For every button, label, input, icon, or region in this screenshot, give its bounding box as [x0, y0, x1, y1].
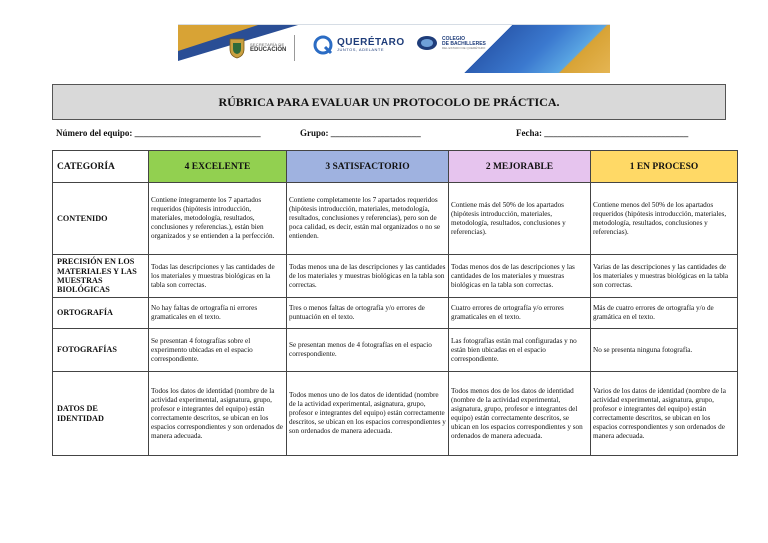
team-number-field[interactable]: Número del equipo: ____________________________ [56, 128, 261, 138]
rubric-cell: Todos los datos de identidad (nombre de la actividad experimental, asignatura, grupo, profesor e integrantes del equipo) están correctamente descritos, se ubican en los espacios correspondientes y son ordenados de manera adecuada. [149, 372, 287, 456]
rubric-cell: Todas menos dos de las descripciones y las cantidades de los materiales y muestras biológicas en la tabla son correctas. [449, 255, 591, 298]
rubric-cell: Contiene completamente los 7 apartados requeridos (hipótesis introducción, materiales, metodología, resultados, conclusiones y referencias), pero son de poca calidad, es decir, están mal organizados o no se entienden. [287, 183, 449, 255]
state-name: QUERÉTARO [337, 37, 405, 48]
rubric-cell: Las fotografías están mal configuradas y no están bien ubicadas en el espacio correspondiente. [449, 329, 591, 372]
rubric-cell: Tres o menos faltas de ortografía y/o errores de puntuación en el texto. [287, 298, 449, 329]
table-row [53, 372, 738, 456]
header-excelente: 4 EXCELENTE [149, 151, 287, 183]
table-row [53, 298, 738, 329]
rubric-cell: Todos menos uno de los datos de identidad (nombre de la actividad experimental, asignatura, grupo, profesor e integrantes del equipo) están correctamente descritos, se ubican en los espacios correspondientes y son ordenados de manera adecuada. [287, 372, 449, 456]
rubric-cell: Más de cuatro errores de ortografía y/o de gramática en el texto. [591, 298, 738, 329]
rubric-table [52, 150, 738, 456]
rubric-cell: Varios de los datos de identidad (nombre de la actividad experimental, asignatura, grupo, profesor e integrantes del equipo) están correctamente descritos, se ubican en los espacios correspondientes y son ordenados de manera adecuada. [591, 372, 738, 456]
category-cell: CONTENIDO [53, 183, 149, 255]
date-field[interactable]: Fecha: ________________________________ [516, 128, 689, 138]
rubric-cell: Todos menos dos de los datos de identidad (nombre de la actividad experimental, asignatura, grupo, profesor e integrantes del equipo) están correctamente descritos, se ubican en los espacios correspondientes y son ordenados de manera adecuada. [449, 372, 591, 456]
rubric-cell: No hay faltas de ortografía ni errores gramaticales en el texto. [149, 298, 287, 329]
queretaro-q-icon [313, 35, 333, 55]
edu-big-label: EDUCACIÓN [250, 47, 287, 53]
college-line-1: COLEGIO [442, 35, 466, 42]
table-row [53, 329, 738, 372]
college-line-2: DE BACHILLERES [442, 40, 486, 47]
rubric-cell: Se presentan menos de 4 fotografías en el espacio correspondiente. [287, 329, 449, 372]
state-slogan: JUNTOS, ADELANTE [337, 47, 385, 52]
rubric-cell: Todas menos una de las descripciones y las cantidades de los materiales y muestras biológicas en la tabla son correctas. [287, 255, 449, 298]
category-cell: DATOS DE IDENTIDAD [53, 372, 149, 456]
rubric-cell: Contiene más del 50% de los apartados (hipótesis introducción, materiales, metodología, resultados, conclusiones y referencias). [449, 183, 591, 255]
rubric-cell: Contiene íntegramente los 7 apartados requeridos (hipótesis introducción, materiales, metodología, resultados, conclusiones y referencias.), están bien organizados y se entienden a la perfección. [149, 183, 287, 255]
page-title: RÚBRICA PARA EVALUAR UN PROTOCOLO DE PRÁCTICA. [52, 84, 726, 120]
category-cell: FOTOGRAFÍAS [53, 329, 149, 372]
rubric-cell: Varias de las descripciones y las cantidades de los materiales y muestras biológicas en la tabla son correctas. [591, 255, 738, 298]
edu-small-label: SECRETARÍA DE [250, 42, 285, 47]
header-row [53, 151, 738, 183]
rubric-cell: Todas las descripciones y las cantidades de los materiales y muestras biológicas en la tabla son correctas. [149, 255, 287, 298]
rubric-cell: Contiene menos del 50% de los apartados requeridos (hipótesis introducción, materiales, metodología, resultados, conclusiones y referencias). [591, 183, 738, 255]
header-mejorable: 2 MEJORABLE [449, 151, 591, 183]
rubric-cell: No se presenta ninguna fotografía. [591, 329, 738, 372]
education-logo [228, 35, 295, 61]
info-line [56, 128, 726, 142]
category-cell: ORTOGRAFÍA [53, 298, 149, 329]
table-row [53, 183, 738, 255]
header-en-proceso: 1 EN PROCESO [591, 151, 738, 183]
header-banner [178, 24, 610, 72]
group-field[interactable]: Grupo: ____________________ [300, 128, 421, 138]
cobaq-logo [416, 35, 486, 51]
college-line-3: DEL ESTADO DE QUERÉTARO [442, 45, 486, 50]
rubric-cell: Se presentan 4 fotografías sobre el experimento ubicadas en el espacio correspondiente. [149, 329, 287, 372]
cobaq-emblem-icon [416, 35, 438, 51]
category-cell: PRECISIÓN EN LOS MATERIALES Y LAS MUESTRAS BIOLÓGICAS [53, 255, 149, 298]
logo-separator [294, 35, 295, 61]
rubric-cell: Cuatro errores de ortografía y/o errores gramaticales en el texto. [449, 298, 591, 329]
table-row [53, 255, 738, 298]
header-categoria: CATEGORÍA [53, 151, 149, 183]
state-crest-icon [228, 37, 246, 59]
header-satisfactorio: 3 SATISFACTORIO [287, 151, 449, 183]
queretaro-logo [313, 35, 405, 55]
